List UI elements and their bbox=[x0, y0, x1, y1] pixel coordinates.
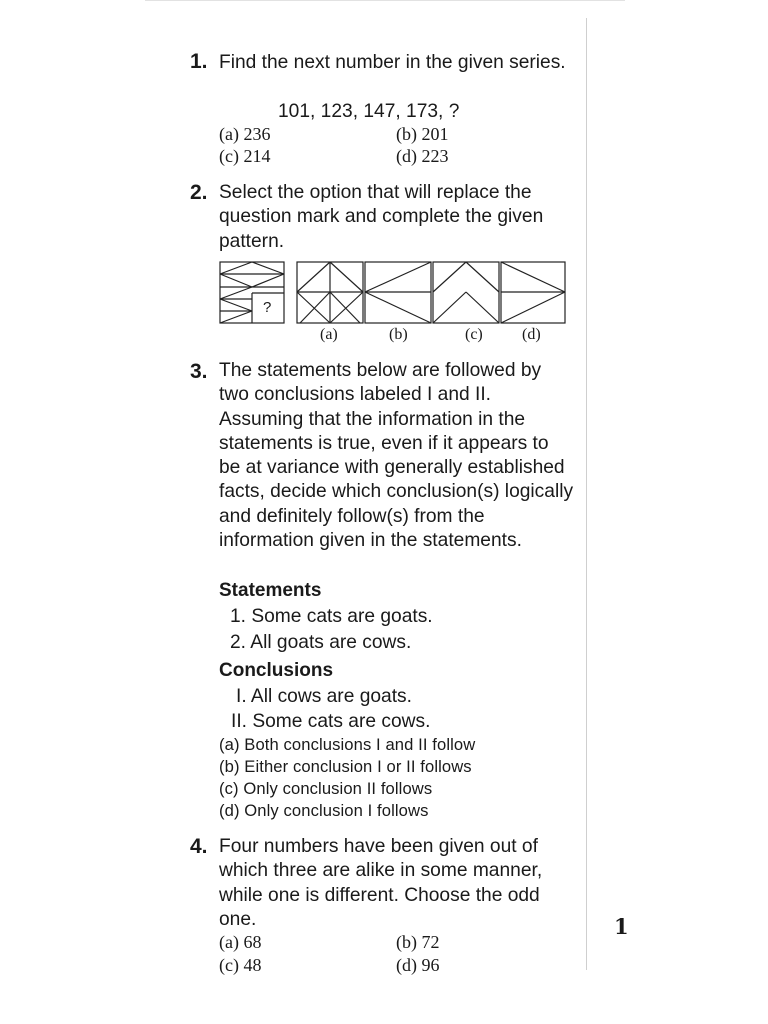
q4-option-c: (c) 48 bbox=[219, 955, 262, 975]
q1-option-a: (a) 236 bbox=[219, 124, 271, 144]
question-3-number: 3. bbox=[190, 360, 208, 383]
q4-option-b: (b) 72 bbox=[396, 932, 440, 952]
q3-option-c: (c) Only conclusion II follows bbox=[219, 779, 433, 798]
q3-option-d: (d) Only conclusion I follows bbox=[219, 801, 429, 820]
page-number: 1 bbox=[614, 914, 629, 939]
q2-option-b-label: (b) bbox=[389, 326, 408, 343]
q4-option-d: (d) 96 bbox=[396, 955, 440, 975]
conclusion-2: II. Some cats are cows. bbox=[231, 711, 431, 732]
question-3-text: The statements below are followed by two conclusions labeled I and II. Assuming that the information in the statements is true, even if it appears to be at variance with generally established facts, decide which conclusion(s) logically and definitely follow(s) from the information given in the statements. bbox=[219, 360, 574, 552]
statements-heading: Statements bbox=[219, 580, 322, 601]
question-1-series: 101, 123, 147, 173, ? bbox=[278, 101, 460, 122]
question-4-text: Four numbers have been given out of which three are alike in some manner, while one is different. Choose the odd one. bbox=[219, 836, 543, 930]
q2-option-d-label: (d) bbox=[522, 326, 541, 343]
statement-2: 2. All goats are cows. bbox=[230, 632, 412, 653]
question-2-text: Select the option that will replace the question mark and complete the given pattern. bbox=[219, 182, 544, 252]
q2-option-c-label: (c) bbox=[465, 326, 483, 343]
q1-option-c: (c) 214 bbox=[219, 146, 271, 166]
question-2-number: 2. bbox=[190, 181, 208, 204]
question-1-number: 1. bbox=[190, 50, 208, 73]
conclusion-1: I. All cows are goats. bbox=[236, 686, 412, 707]
pattern-question-mark: ? bbox=[263, 299, 272, 316]
q2-option-a-label: (a) bbox=[320, 326, 338, 343]
question-1-text: Find the next number in the given series. bbox=[219, 52, 566, 73]
q1-option-b: (b) 201 bbox=[396, 124, 449, 144]
question-4-number: 4. bbox=[190, 835, 208, 858]
q4-option-a: (a) 68 bbox=[219, 932, 262, 952]
conclusions-heading: Conclusions bbox=[219, 660, 334, 681]
statement-1: 1. Some cats are goats. bbox=[230, 606, 433, 627]
q3-option-b: (b) Either conclusion I or II follows bbox=[219, 757, 472, 776]
q1-option-d: (d) 223 bbox=[396, 146, 449, 166]
q3-option-a: (a) Both conclusions I and II follow bbox=[219, 735, 476, 754]
